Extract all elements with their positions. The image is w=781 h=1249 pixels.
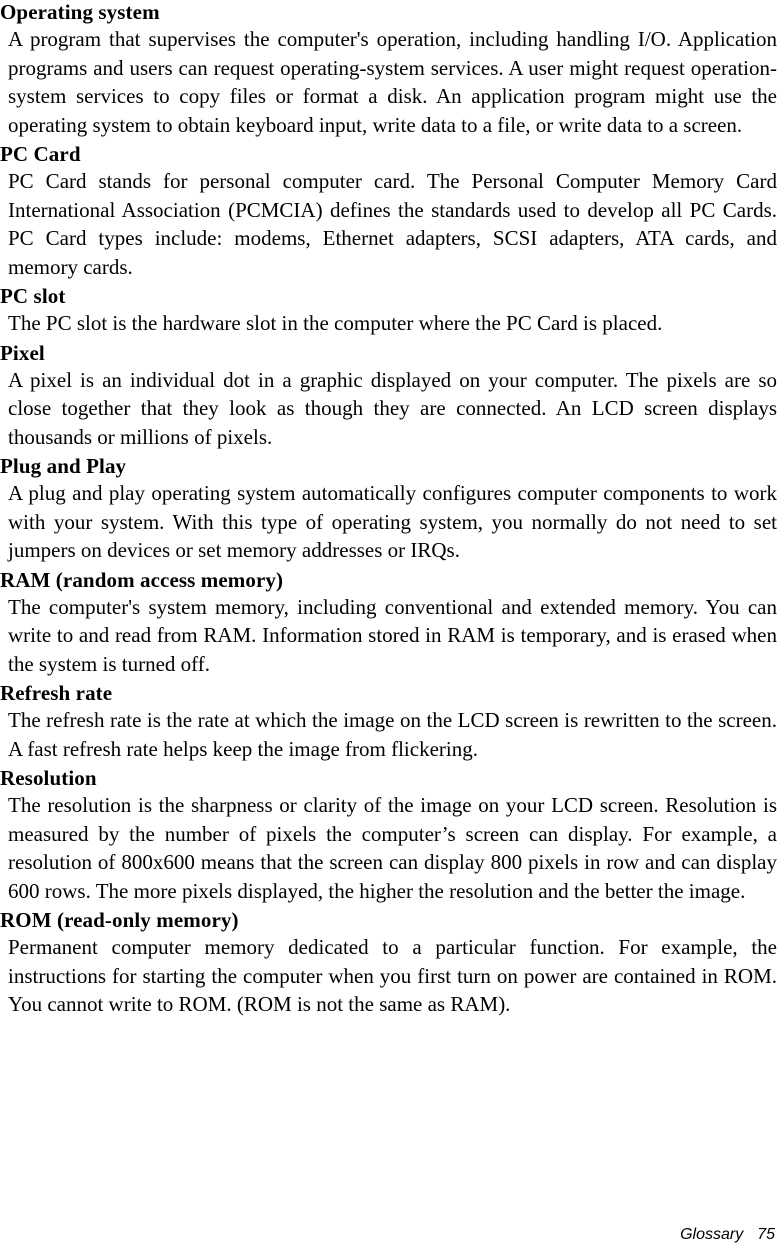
glossary-term: RAM (random access memory)	[0, 567, 284, 592]
glossary-definition: PC Card stands for personal computer card. The Personal Computer Memory Card International Association (PCMCIA) defines the standards used to develop all PC Cards. PC Card types include: modems, Ethernet adapters, SCSI adapters, ATA cards, and memory cards.	[8, 169, 777, 279]
glossary-entry-operating-system	[0, 0, 781, 139]
glossary-entry-resolution	[0, 766, 781, 905]
glossary-entry-pc-card	[0, 142, 781, 281]
glossary-entry-plug-and-play	[0, 454, 781, 565]
glossary-entry-pixel	[0, 341, 781, 452]
glossary-entry-ram	[0, 568, 781, 679]
glossary-definition: A plug and play operating system automatically configures computer components to work with your system. With this type of operating system, you normally do not need to set jumpers on devices or set memory addresses or IRQs.	[8, 481, 777, 562]
glossary-term: Operating system	[0, 0, 160, 24]
glossary-definition: A program that supervises the computer's operation, including handling I/O. Application programs and users can request operating-system services. A user might request operation-system services to copy files or format a disk. An application program might use the operating system to obtain keyboard input, write data to a file, or write data to a screen.	[8, 27, 777, 137]
glossary-term: ROM (read-only memory)	[0, 908, 239, 932]
glossary-definition: A pixel is an individual dot in a graphic displayed on your computer. The pixels are so close together that they look as though they are connected. An LCD screen displays thousands or millions of pixels.	[8, 367, 777, 449]
glossary-definition: The resolution is the sharpness or clarity of the image on your LCD screen. Resolution is measured by the number of pixels the computer’s screen can display. For example, a resolution of 800x600 means that the screen can display 800 pixels in row and can display 600 rows. The more pixels displayed, the higher the resolution and the better the image.	[8, 793, 777, 903]
glossary-term: Pixel	[0, 340, 45, 365]
glossary-entry-pc-slot	[0, 284, 781, 338]
glossary-term: PC Card	[0, 142, 81, 166]
glossary-entry-refresh-rate	[0, 681, 781, 763]
footer-section-title: Glossary	[680, 1226, 744, 1243]
glossary-definition: Permanent computer memory dedicated to a particular function. For example, the instructions for starting the computer when you first turn on power are contained in ROM. You cannot write to ROM. (ROM is not the same as RAM).	[8, 935, 777, 1016]
glossary-definition: The PC slot is the hardware slot in the computer where the PC Card is placed.	[8, 311, 663, 335]
glossary-term: PC slot	[0, 284, 66, 308]
glossary-term: Refresh rate	[0, 681, 113, 705]
glossary-term: Plug and Play	[0, 454, 127, 478]
page-footer	[680, 1225, 775, 1245]
glossary-entry-rom	[0, 908, 781, 1019]
glossary-term: Resolution	[0, 766, 97, 790]
page-number: 75	[757, 1226, 775, 1243]
glossary-definition: The computer's system memory, including conventional and extended memory. You can write to and read from RAM. Information stored in RAM is temporary, and is erased when the system is turned off.	[8, 594, 777, 676]
glossary-definition: The refresh rate is the rate at which the image on the LCD screen is rewritten to the screen. A fast refresh rate helps keep the image from flickering.	[8, 708, 777, 761]
